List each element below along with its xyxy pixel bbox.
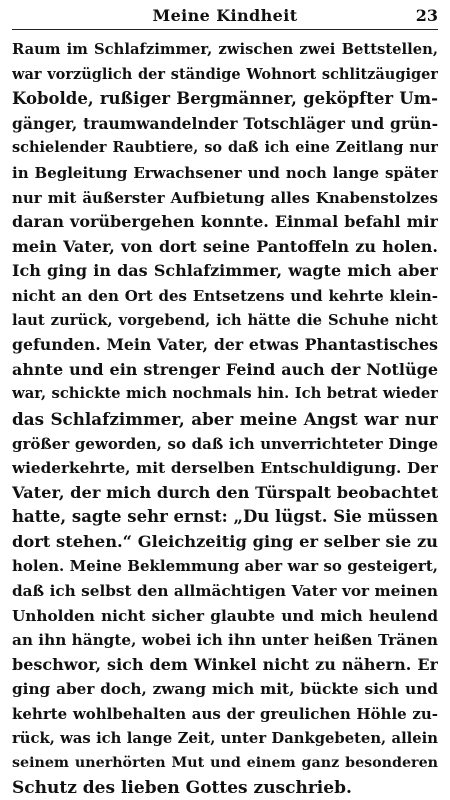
text-line: seinem unerhörten Mut und einem ganz besonderen — [12, 755, 438, 772]
text-line: Raum im Schlafzimmer, zwischen zwei Bettstellen, — [12, 41, 438, 58]
text-line: in Begleitung Erwachsener und noch lange später — [12, 163, 438, 182]
body-text — [12, 38, 438, 800]
text-line: holen. Meine Beklemmung aber war so gesteigert, — [12, 557, 438, 576]
text-line: hatte, sagte sehr ernst: „Du lügst. Sie müssen — [12, 507, 438, 527]
page-number: 23 — [415, 6, 438, 25]
text-line: rück, was ich lange Zeit, unter Dankgebeten, allein — [12, 729, 438, 747]
text-line: Schutz des lieben Gottes zuschrieb. — [12, 777, 352, 798]
text-line: Ich ging in das Schlafzimmer, wagte mich aber — [12, 261, 438, 281]
text-line: laut zurück, vorgebend, ich hätte die Schuhe nicht — [12, 311, 438, 329]
text-line: gefunden. Mein Vater, der etwas Phantastisches — [12, 335, 438, 355]
text-line: war vorzüglich der ständige Wohnort schlitzäugiger — [12, 65, 438, 83]
text-line: schielender Raubtiere, so daß ich eine Zeitlang nur — [12, 139, 438, 157]
text-line: Vater, der mich durch den Türspalt beobachtet — [12, 482, 438, 502]
text-line: Kobolde, rußiger Bergmänner, geköpfter Um- — [12, 89, 438, 109]
text-line: nur mit äußerster Aufbietung alles Knabenstolzes — [12, 188, 438, 207]
text-line: an ihn hängte, wobei ich ihn unter heißen Tränen — [12, 631, 438, 650]
text-line: ging aber doch, zwang mich mit, bückte sich und — [12, 680, 438, 699]
header-rule — [12, 29, 438, 30]
text-line: beschwor, sich dem Winkel nicht zu nähern. Er — [12, 654, 438, 674]
running-head — [12, 4, 438, 30]
text-line: war, schickte mich nochmals hin. Ich betrat wieder — [12, 385, 438, 403]
text-line: größer geworden, so daß ich unverrichteter Dinge — [12, 434, 438, 453]
text-line: Unholden nicht sicher glaubte und mich heulend — [12, 606, 438, 625]
text-line: wiederkehrte, mit derselben Entschuldigung. Der — [12, 459, 438, 478]
text-line: dort stehen.“ Gleichzeitig ging er selber sie zu — [12, 531, 438, 551]
text-line: ahnte und ein strenger Feind auch der Notlüge — [12, 359, 438, 379]
running-title: Meine Kindheit — [152, 6, 298, 25]
text-line: daran vorübergehen konnte. Einmal befahl mir — [12, 212, 438, 232]
text-line: mein Vater, von dort seine Pantoffeln zu holen. — [12, 236, 438, 256]
text-line: das Schlafzimmer, aber meine Angst war nur — [12, 408, 438, 429]
text-line: daß ich selbst den allmächtigen Vater vor meinen — [12, 582, 438, 601]
text-line: gänger, traumwandelnder Totschläger und grün- — [12, 113, 438, 133]
text-line: nicht an den Ort des Entsetzens und kehrte klein- — [12, 286, 438, 305]
text-line: kehrte wohlbehalten aus der greulichen Höhle zu- — [12, 705, 438, 724]
